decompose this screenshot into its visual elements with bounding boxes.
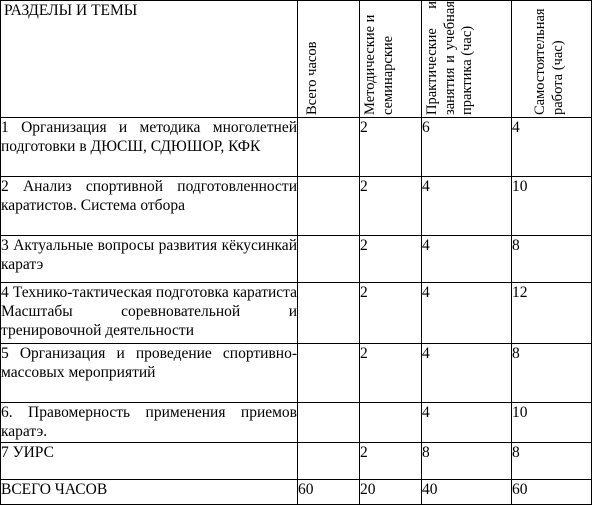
row-topic: 5 Организация и проведение спортивно-массовых мероприятий [1,344,298,403]
row-self: 8 [512,344,592,403]
row-topic: 6. Правомерность применения приемов каратэ. [1,403,298,443]
row-topic: 2 Анализ спортивной подготовленности каратистов. Система отбора [1,177,298,236]
header-practical: Практические и занятия и учебная практика (час) [424,1,475,115]
row-self: 8 [512,236,592,283]
row-methodical [360,403,422,443]
row-methodical: 2 [360,118,422,177]
table-row [1,236,592,283]
totals-row [1,480,592,505]
row-practical: 4 [422,344,512,403]
row-practical: 4 [422,236,512,283]
totals-total: 60 [298,480,360,505]
header-row [1,1,592,118]
row-total [298,177,360,236]
row-practical: 4 [422,283,512,344]
table-row [1,403,592,443]
row-total [298,403,360,443]
header-self-cell [512,1,592,118]
row-methodical: 2 [360,283,422,344]
totals-label: ВСЕГО ЧАСОВ [1,480,298,505]
row-total [298,283,360,344]
row-topic: 3 Актуальные вопросы развития кёкусинкай каратэ [1,236,298,283]
table-row [1,177,592,236]
row-practical: 6 [422,118,512,177]
header-self: Самостоятельная работа (час) [532,8,566,115]
header-total-cell [298,1,360,118]
row-methodical: 2 [360,177,422,236]
row-total [298,344,360,403]
row-methodical: 2 [360,443,422,480]
row-practical: 4 [422,403,512,443]
row-total [298,443,360,480]
table-row [1,344,592,403]
header-total: Всего часов [304,41,320,115]
row-methodical: 2 [360,236,422,283]
table-row [1,118,592,177]
totals-methodical: 20 [360,480,422,505]
table-row [1,443,592,480]
row-self: 10 [512,403,592,443]
row-methodical: 2 [360,344,422,403]
row-self: 12 [512,283,592,344]
totals-self: 60 [512,480,592,505]
table-row [1,283,592,344]
header-topic: РАЗДЕЛЫ И ТЕМЫ [1,1,298,118]
row-total [298,236,360,283]
row-self: 10 [512,177,592,236]
header-methodical-cell [360,1,422,118]
row-practical: 4 [422,177,512,236]
header-methodical: Методические и семинарские [362,14,396,115]
row-total [298,118,360,177]
row-practical: 8 [422,443,512,480]
row-topic: 7 УИРС [1,443,298,480]
row-self: 8 [512,443,592,480]
header-practical-cell [422,1,512,118]
row-topic: 1 Организация и методика многолетней подготовки в ДЮСШ, СДЮШОР, КФК [1,118,298,177]
row-self: 4 [512,118,592,177]
totals-practical: 40 [422,480,512,505]
row-topic: 4 Технико-тактическая подготовка каратиста Масштабы соревновательной и тренировочной деятельности [1,283,298,344]
